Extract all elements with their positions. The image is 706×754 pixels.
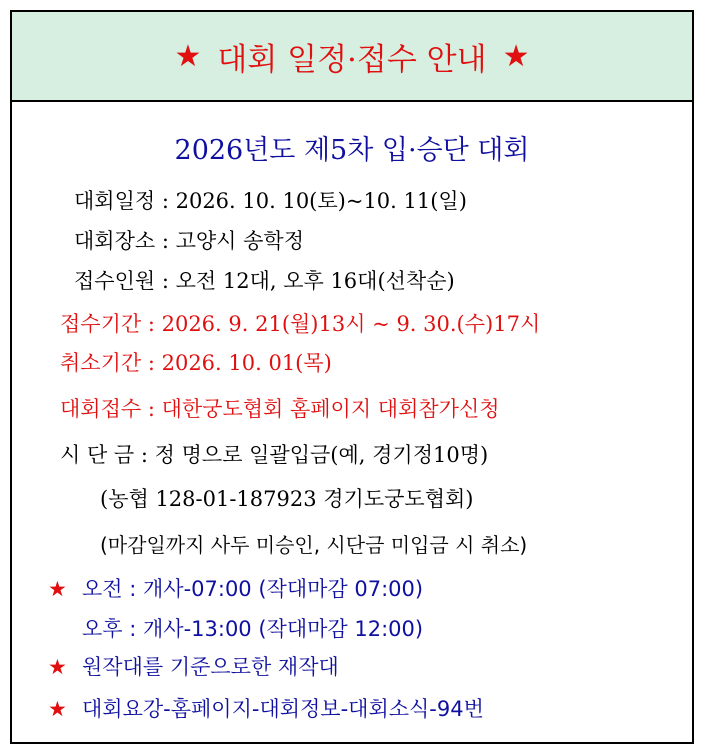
info-value: 2026. 9. 21(월)13시 ~ 9. 30.(수)17시 — [161, 312, 541, 336]
info-row-registration — [60, 394, 500, 424]
info-value: 대한궁도협회 홈페이지 대회참가신청 — [161, 397, 500, 421]
info-value: 오전 12대, 오후 16대(선착순) — [175, 269, 455, 293]
info-value: 2026. 10. 10(토)~10. 11(일) — [175, 189, 467, 213]
info-label: 시 단 금 : — [60, 443, 148, 467]
info-row-fee — [60, 440, 488, 470]
info-value: 2026. 10. 01(목) — [161, 351, 332, 375]
info-label: 대회장소 : — [74, 229, 169, 253]
event-title: 2026년도 제5차 입·승단 대회 — [174, 135, 530, 166]
star-icon: ★ — [48, 655, 67, 679]
info-label: 대회일정 : — [74, 189, 169, 213]
info-label: 접수인원 : — [74, 269, 169, 293]
info-row-schedule — [74, 186, 467, 216]
info-value: 정 명으로 일괄입금(예, 경기정10명) — [154, 443, 489, 467]
header-banner — [12, 12, 692, 102]
info-row-registration-period — [60, 309, 540, 339]
header-title: 대회 일정·접수 안내 — [217, 41, 487, 78]
bullet-afternoon — [48, 614, 423, 644]
bank-account-note: (농협 128-01-187923 경기도궁도협회) — [100, 487, 474, 511]
info-label: 대회접수 : — [60, 397, 155, 421]
bullet-text: 대회요강-홈페이지-대회정보-대회소식-94번 — [82, 697, 484, 721]
info-label: 접수기간 : — [60, 312, 155, 336]
info-row-venue — [74, 226, 304, 256]
notice-frame — [10, 10, 694, 744]
cancel-condition-note: (마감일까지 사두 미승인, 시단금 미입금 시 취소) — [100, 533, 528, 557]
bullet-guidelines — [48, 694, 484, 724]
star-icon: ★ — [174, 38, 202, 74]
star-icon: ★ — [48, 577, 67, 601]
star-icon: ★ — [48, 697, 67, 721]
bullet-text: 오후 : 개사-13:00 (작대마감 12:00) — [82, 617, 424, 641]
info-value: 고양시 송학정 — [175, 229, 304, 253]
bullet-text: 오전 : 개사-07:00 (작대마감 07:00) — [82, 577, 424, 601]
info-label: 취소기간 : — [60, 351, 155, 375]
info-row-capacity — [74, 266, 455, 296]
info-row-cancel-period — [60, 348, 332, 378]
bullet-morning — [48, 574, 423, 604]
bullet-text: 원작대를 기준으로한 재작대 — [82, 655, 339, 679]
bullet-reassignment — [48, 652, 339, 682]
star-icon: ★ — [502, 38, 530, 74]
